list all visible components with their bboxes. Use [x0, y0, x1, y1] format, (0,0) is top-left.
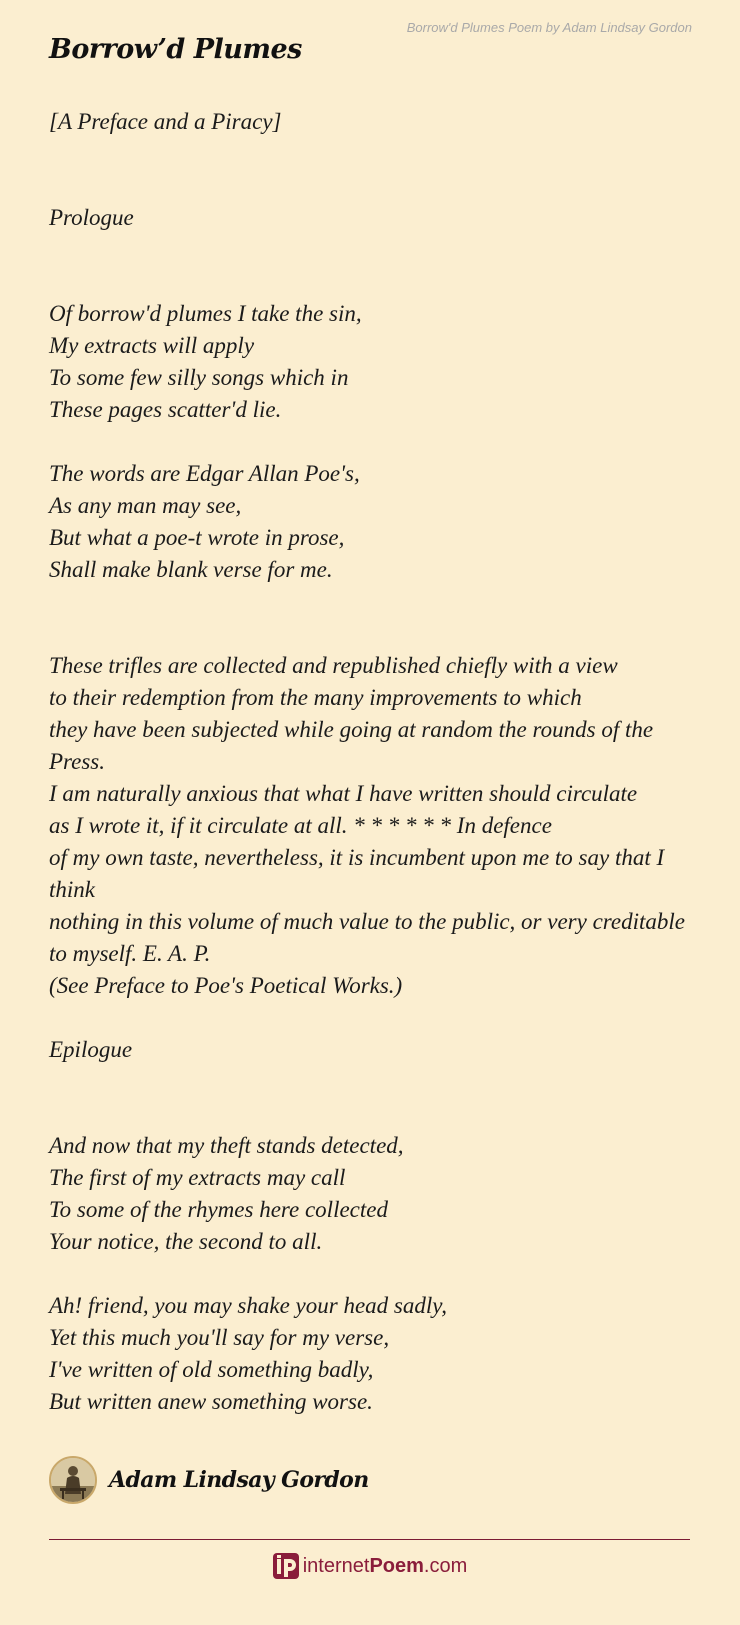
poem-blank-line — [49, 266, 699, 298]
poem-line: Of borrow'd plumes I take the sin, — [49, 301, 362, 326]
poem-line: Epilogue — [49, 1037, 133, 1062]
poem-blank-line — [49, 1066, 699, 1098]
poem-line: Ah! friend, you may shake your head sadly, — [49, 1293, 447, 1318]
logo-text[interactable]: internetPoem.com — [302, 1554, 468, 1577]
poem-blank-line — [49, 170, 699, 202]
author-name[interactable]: Adam Lindsay Gordon — [109, 1467, 369, 1493]
poem-line: (See Preface to Poe's Poetical Works.) — [49, 973, 403, 998]
site-logo[interactable] — [0, 1551, 740, 1581]
poem-line: to their redemption from the many improvements to which — [49, 685, 582, 710]
poem-line: But written anew something worse. — [49, 1389, 373, 1414]
poem-line: as I wrote it, if it circulate at all. * * * * * * In defence — [49, 813, 552, 838]
poem-title: Borrow’d Plumes — [49, 34, 302, 65]
poem-blank-line — [49, 234, 699, 266]
poem-line: But what a poe-t wrote in prose, — [49, 525, 345, 550]
ip-logo-icon — [273, 1553, 299, 1579]
poem-line: I am naturally anxious that what I have written should circulate — [49, 781, 638, 806]
author-avatar[interactable] — [49, 1456, 97, 1504]
poem-line: I've written of old something badly, — [49, 1357, 374, 1382]
author-block[interactable] — [49, 1454, 369, 1506]
poem-line: they have been subjected while going at random the rounds of the Press. — [49, 717, 654, 774]
footer-divider — [49, 1539, 690, 1540]
poem-line: The words are Edgar Allan Poe's, — [49, 461, 360, 486]
poem-line: Your notice, the second to all. — [49, 1229, 323, 1254]
poem-line: And now that my theft stands detected, — [49, 1133, 404, 1158]
poem-line: These pages scatter'd lie. — [49, 397, 282, 422]
poem-credit: Borrow'd Plumes Poem by Adam Lindsay Gordon — [406, 20, 692, 35]
poem-line: Prologue — [49, 205, 134, 230]
poem-blank-line — [49, 618, 699, 650]
poem-line: My extracts will apply — [49, 333, 255, 358]
author-portrait-icon — [51, 1458, 95, 1502]
poem-line: As any man may see, — [49, 493, 242, 518]
poem-blank-line — [49, 586, 699, 618]
poem-line: To some few silly songs which in — [49, 365, 349, 390]
poem-blank-line — [49, 1258, 699, 1290]
poem-line: nothing in this volume of much value to the public, or very creditable to myself. E. A. P. — [49, 909, 685, 966]
poem-blank-line — [49, 1098, 699, 1130]
poem-line: Yet this much you'll say for my verse, — [49, 1325, 390, 1350]
poem-line: of my own taste, nevertheless, it is incumbent upon me to say that I think — [49, 845, 665, 902]
poem-body — [49, 106, 699, 1418]
poem-blank-line — [49, 1002, 699, 1034]
poem-line: Shall make blank verse for me. — [49, 557, 333, 582]
poem-line: These trifles are collected and republished chiefly with a view — [49, 653, 618, 678]
poem-blank-line — [49, 426, 699, 458]
poem-line: The first of my extracts may call — [49, 1165, 346, 1190]
poem-blank-line — [49, 138, 699, 170]
poem-line: To some of the rhymes here collected — [49, 1197, 388, 1222]
poem-line: [A Preface and a Piracy] — [49, 109, 282, 134]
